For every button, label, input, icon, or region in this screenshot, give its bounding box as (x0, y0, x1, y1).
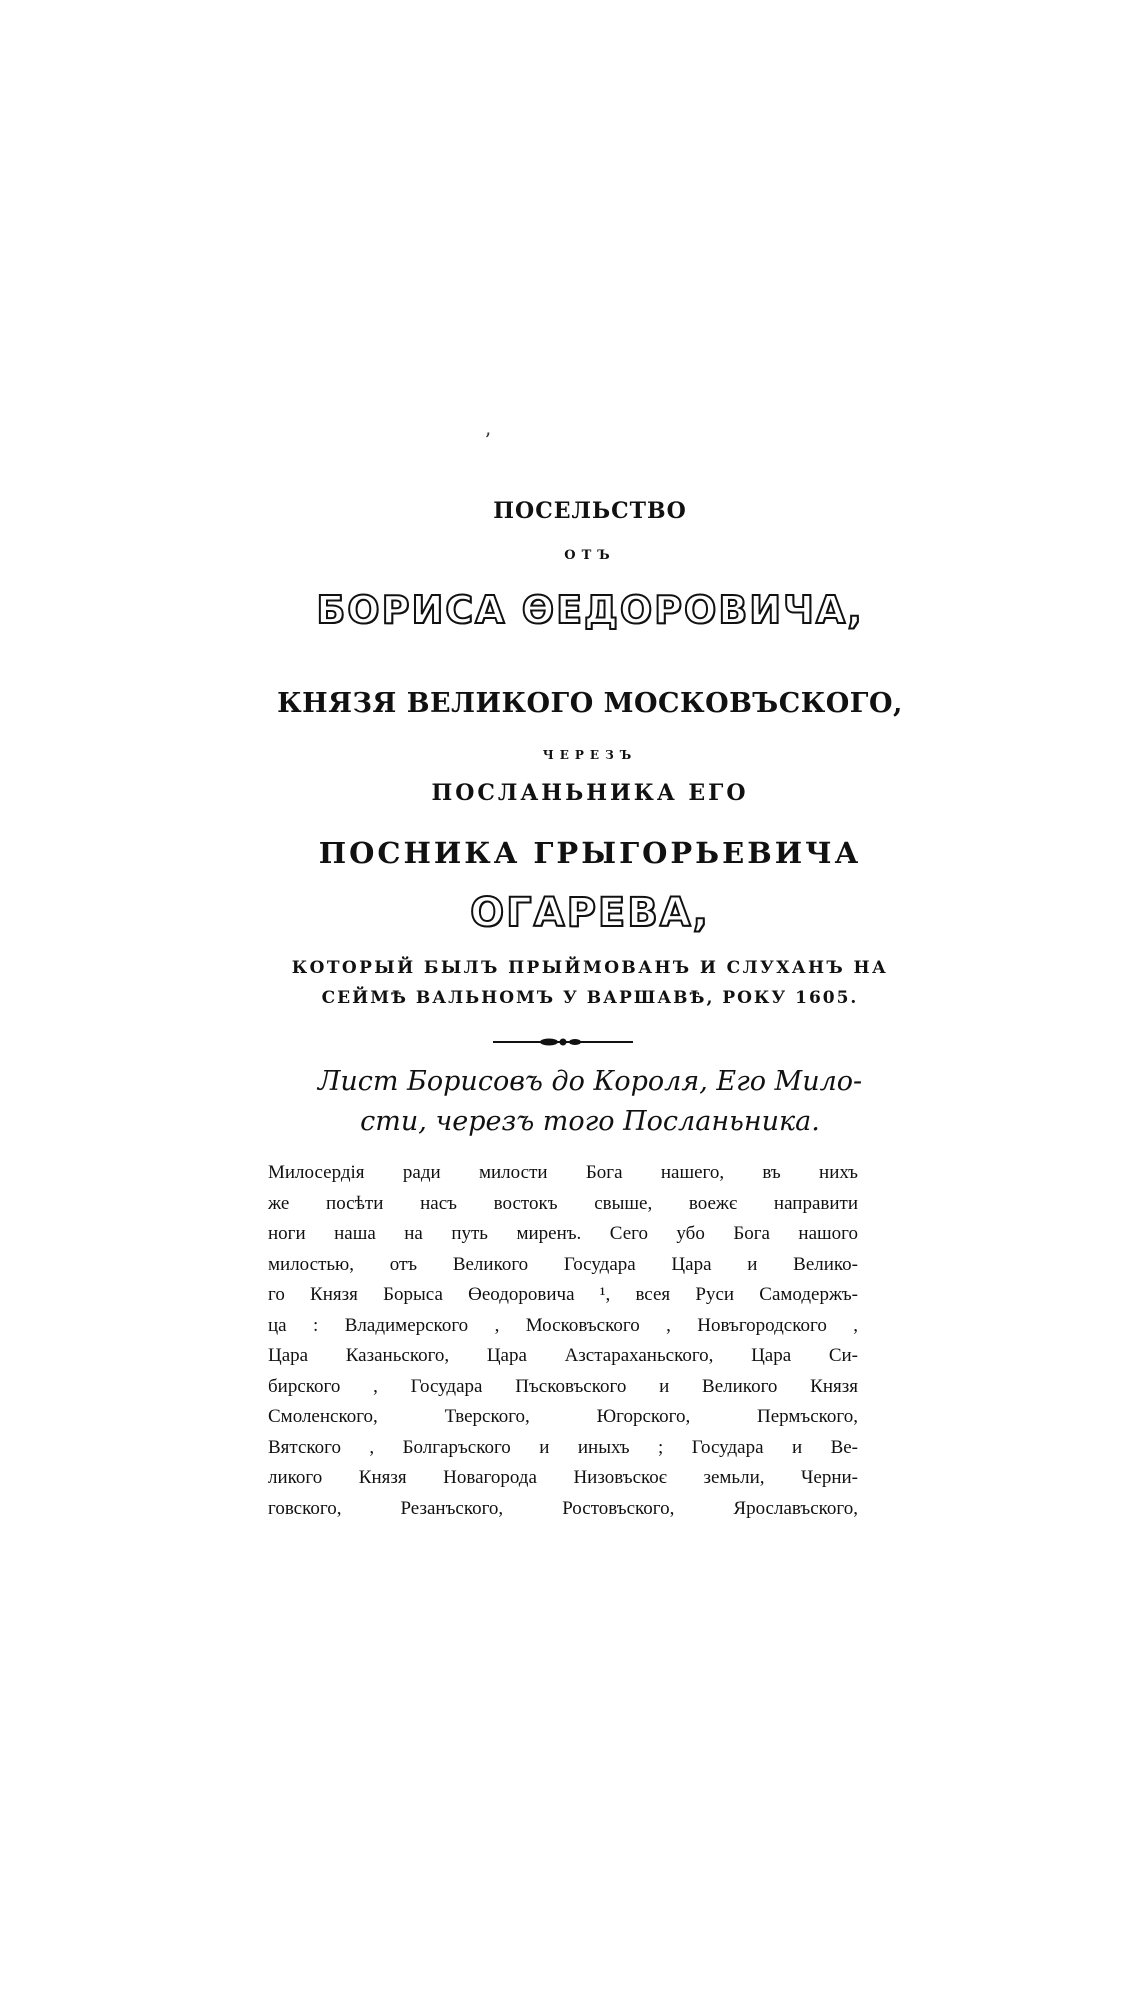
body-line: Милосердія ради милости Бога нашего, въ нихъ (268, 1162, 858, 1183)
body-line: Цара Казаньского, Цара Азстараханьского, Цара Си- (268, 1345, 858, 1366)
heading-knyaz: КНЯЗЯ ВЕЛИКОГО МОСКОВЪСКОГО, (277, 688, 903, 719)
letter-title-line-2: сти, черезъ того Посланьника. (360, 1106, 820, 1137)
heading-subtitle-line-1: КОТОРЫЙ БЫЛЪ ПРЫЙМОВАНЪ И СЛУХАНЪ НА (291, 958, 889, 978)
heading-subtitle-line-2: СЕЙМѢ ВАЛЬНОМЪ У ВАРШАВѢ, РОКУ 1605. (321, 988, 859, 1008)
body-line: же посѣти насъ востокъ свыше, воежє направити (268, 1192, 858, 1214)
body-line: Вятского , Болгаръского и иныхъ ; Государа и Ве- (268, 1436, 858, 1458)
body-line: милостью, отъ Великого Государа Цара и Велико- (268, 1253, 858, 1275)
body-line: ликого Князя Новагорода Низовъскоє земьли, Черни- (268, 1467, 858, 1488)
letter-title-line-1: Лист Борисовъ до Короля, Его Мило- (317, 1066, 863, 1097)
body-line: ца : Владимерского , Московъского , Новъгородского , (268, 1314, 858, 1336)
body-line: ноги наша на путь миренъ. Сего убо Бога нашого (268, 1223, 858, 1244)
body-line: го Князя Борыса Өеодоровича ¹, всея Руси Самодержъ- (268, 1284, 858, 1305)
stray-mark: ʼ (484, 428, 491, 452)
body-line: Смоленского, Тверского, Югорского, Пермъского, (268, 1406, 858, 1427)
body-paragraph (268, 1158, 858, 1524)
heading-name-boris: БОРИСА ӨЕДОРОВИЧА, (316, 588, 864, 632)
heading-posnik: ПОСНИКА ГРЫГОРЬЕВИЧА (318, 836, 862, 870)
heading-poslannik: ПОСЛАНЬНИКА ЕГО (431, 780, 749, 806)
heading-ot: ОТЪ (564, 548, 616, 563)
heading-ogareva: ОГАРЕВА, (470, 890, 710, 936)
ornament-divider (493, 1036, 633, 1048)
heading-poselstvo: ПОСЕЛЬСТВО (493, 498, 687, 524)
body-line: говского, Резанъского, Ростовъского, Ярославъского, (268, 1497, 858, 1519)
heading-cherez: ЧЕРЕЗЪ (542, 748, 638, 762)
body-line: бирского , Государа Пъсковъского и Великого Князя (268, 1375, 858, 1397)
